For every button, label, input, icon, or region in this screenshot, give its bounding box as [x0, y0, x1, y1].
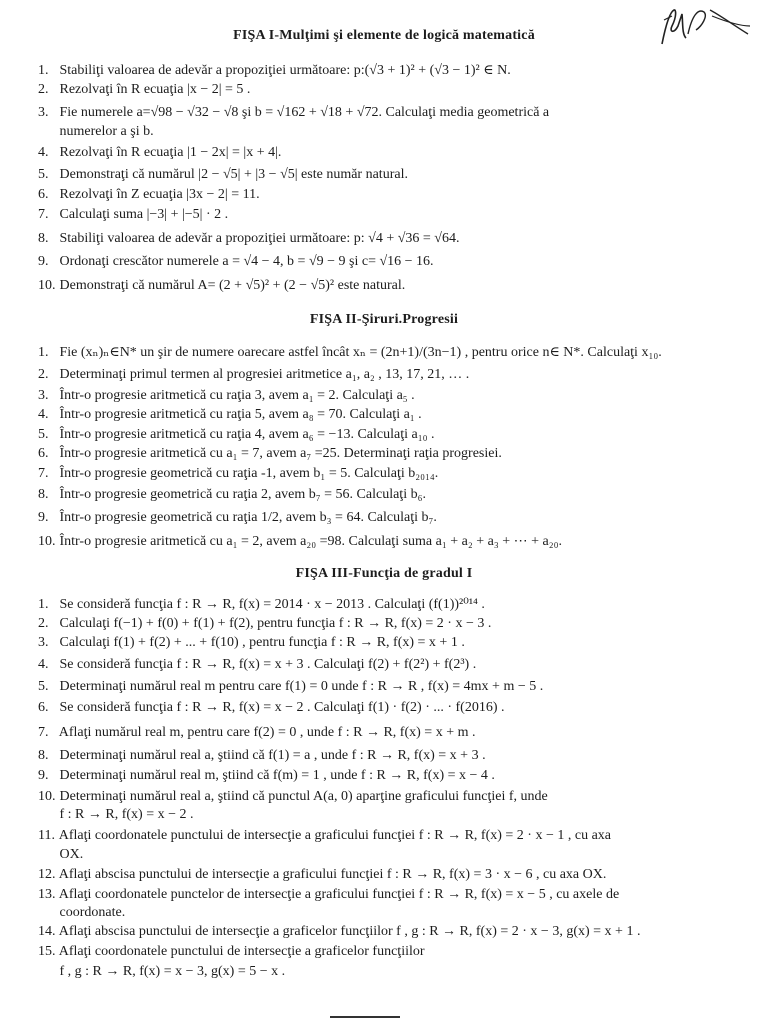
item-text: Într-o progresie geometrică cu raţia -1, avem b₁ = 5. Calculaţi b₂₀₁₄.: [59, 466, 439, 481]
list-item: [38, 511, 728, 525]
list-item: [38, 279, 728, 293]
item-text: f : R → R, f(x) = x − 2 .: [59, 807, 194, 822]
item-number: 12.: [38, 867, 56, 882]
item-text: Determinaţi numărul real m pentru care f(1) = 0 unde f : R → R , f(x) = 4mx + m − 5 .: [59, 679, 544, 694]
item-number: 2.: [38, 616, 49, 631]
item-number: 1.: [38, 345, 49, 360]
item-number: 5.: [38, 427, 49, 442]
item-text: Demonstraţi că numărul A= (2 + √5)² + (2 − √5)² este natural.: [59, 278, 406, 293]
list-item: [38, 83, 728, 97]
list-item: [38, 945, 728, 959]
list-item: [38, 598, 728, 612]
item-text: Determinaţi numărul real m, ştiind că f(m) = 1 , unde f : R → R, f(x) = x − 4 .: [59, 768, 495, 783]
item-text: Calculaţi f(−1) + f(0) + f(1) + f(2), pentru funcţia f : R → R, f(x) = 2 · x − 3 .: [59, 616, 492, 631]
list-item: [38, 636, 728, 650]
list-item: [38, 64, 728, 78]
list-item: [38, 208, 728, 222]
item-text: Într-o progresie aritmetică cu a₁ = 7, avem a₇ =25. Determinaţi raţia progresiei.: [59, 446, 502, 461]
list-item: [38, 617, 728, 631]
list-item: [38, 888, 728, 902]
item-text: Rezolvaţi în Z ecuaţia |3x − 2| = 11.: [59, 187, 260, 202]
list-item: [38, 447, 728, 461]
list-item: [38, 790, 728, 804]
list-item: [38, 726, 728, 740]
item-number: 5.: [38, 679, 49, 694]
item-number: 3.: [38, 105, 49, 120]
bottom-divider: [330, 1016, 400, 1018]
section-title-1: FIŞA I-Mulţimi şi elemente de logică matematică: [233, 28, 535, 43]
list-item: [38, 701, 728, 715]
item-number: 3.: [38, 388, 49, 403]
item-text: Demonstraţi că numărul |2 − √5| + |3 − √5| este număr natural.: [59, 167, 408, 182]
item-text: Determinaţi numărul real a, ştiind că f(1) = a , unde f : R → R, f(x) = x + 3 .: [59, 748, 486, 763]
item-text: Se consideră funcţia f : R → R, f(x) = x − 2 . Calculaţi f(1) · f(2) · ... · f(2016) .: [59, 700, 505, 715]
item-number: 1.: [38, 63, 49, 78]
item-text: Aflaţi coordonatele punctului de intersecţie a graficelor funcţiilor: [58, 944, 425, 959]
list-item: [38, 488, 728, 502]
item-number: 11.: [38, 828, 55, 843]
list-item: [38, 232, 728, 246]
item-number: 5.: [38, 167, 49, 182]
item-text: Aflaţi abscisa punctului de intersecţie a graficului funcţiei f : R → R, f(x) = 3 · x − 6 , cu axa OX.: [58, 867, 607, 882]
list-item: [38, 925, 728, 939]
item-text: Stabiliţi valoarea de adevăr a propoziţiei următoare: p: √4 + √36 = √64.: [59, 231, 460, 246]
item-text: Aflaţi numărul real m, pentru care f(2) = 0 , unde f : R → R, f(x) = x + m .: [58, 725, 476, 740]
item-text: Rezolvaţi în R ecuaţia |x − 2| = 5 .: [59, 82, 251, 97]
list-item: [38, 188, 728, 202]
list-item: [38, 658, 728, 672]
item-number: 14.: [38, 924, 56, 939]
section-title-3: FIŞA III-Funcţia de gradul I: [295, 566, 473, 581]
item-number: 15.: [38, 944, 56, 959]
list-item: [38, 808, 728, 822]
item-number: 2.: [38, 367, 49, 382]
item-text: Aflaţi coordonatele punctelor de intersecţie a graficului funcţiei f : R → R, f(x) = x − 5 , cu axele de: [58, 887, 620, 902]
list-item: [38, 848, 728, 862]
item-text: Rezolvaţi în R ecuaţia |1 − 2x| = |x + 4|.: [59, 145, 282, 160]
list-item: [38, 467, 728, 481]
list-item: [38, 906, 728, 920]
list-item: [38, 428, 728, 442]
item-text: Stabiliţi valoarea de adevăr a propoziţiei următoare: p:(√3 + 1)² + (√3 − 1)² ∈ N.: [59, 63, 511, 78]
item-number: 9.: [38, 254, 49, 269]
item-number: 8.: [38, 748, 49, 763]
item-number: 9.: [38, 510, 49, 525]
list-item: [38, 769, 728, 783]
item-number: 1.: [38, 597, 49, 612]
item-number: 7.: [38, 207, 49, 222]
list-item: [38, 106, 728, 120]
item-number: 10.: [38, 534, 56, 549]
item-text: Într-o progresie aritmetică cu raţia 3, avem a₁ = 2. Calculaţi a₅ .: [59, 388, 415, 403]
item-text: Aflaţi coordonatele punctului de intersecţie a graficului funcţiei f : R → R, f(x) = 2 · x − 1 , cu axa: [58, 828, 612, 843]
list-item: [38, 368, 728, 382]
item-text: Determinaţi primul termen al progresiei aritmetice a₁, a₂ , 13, 17, 21, … .: [59, 367, 470, 382]
item-number: 9.: [38, 768, 49, 783]
item-number: 10.: [38, 278, 56, 293]
item-text: Se consideră funcţia f : R → R, f(x) = x + 3 . Calculaţi f(2) + f(2²) + f(2³) .: [59, 657, 477, 672]
list-item: [38, 389, 728, 403]
item-text: Într-o progresie geometrică cu raţia 2, avem b₇ = 56. Calculaţi b₆.: [59, 487, 426, 502]
item-text: Într-o progresie aritmetică cu raţia 4, avem a₆ = −13. Calculaţi a₁₀ .: [59, 427, 435, 442]
item-number: 7.: [38, 466, 49, 481]
list-item: [38, 255, 728, 269]
item-text: Fie numerele a=√98 − √32 − √8 şi b = √162 + √18 + √72. Calculaţi media geometrică a: [59, 105, 550, 120]
item-number: 2.: [38, 82, 49, 97]
list-item: [38, 965, 728, 979]
list-item: [38, 535, 728, 549]
item-text: Fie (xₙ)ₙ∈N* un şir de numere oarecare astfel încât xₙ = (2n+1)/(3n−1) , pentru orice n∈ N*. Calculaţi x₁₀.: [59, 345, 662, 360]
item-number: 6.: [38, 700, 49, 715]
item-text: OX.: [59, 847, 84, 862]
item-number: 4.: [38, 407, 49, 422]
item-text: Determinaţi numărul real a, ştiind că punctul A(a, 0) aparţine graficului funcţiei f, unde: [59, 789, 548, 804]
item-text: numerelor a şi b.: [59, 124, 154, 139]
item-text: Calculaţi suma |−3| + |−5| · 2 .: [59, 207, 229, 222]
item-number: 3.: [38, 635, 49, 650]
item-text: Într-o progresie aritmetică cu raţia 5, avem a₈ = 70. Calculaţi a₁ .: [59, 407, 422, 422]
item-number: 10.: [38, 789, 56, 804]
list-item: [38, 680, 728, 694]
item-text: Ordonaţi crescător numerele a = √4 − 4, b = √9 − 9 şi c= √16 − 16.: [59, 254, 434, 269]
item-number: 4.: [38, 145, 49, 160]
item-text: Calculaţi f(1) + f(2) + ... + f(10) , pentru funcţia f : R → R, f(x) = x + 1 .: [59, 635, 465, 650]
item-number: 13.: [38, 887, 56, 902]
item-number: 6.: [38, 187, 49, 202]
list-item: [38, 408, 728, 422]
item-number: 6.: [38, 446, 49, 461]
item-number: 4.: [38, 657, 49, 672]
list-item: [38, 125, 728, 139]
item-number: 8.: [38, 487, 49, 502]
item-number: 8.: [38, 231, 49, 246]
list-item: [38, 749, 728, 763]
list-item: [38, 829, 728, 843]
list-item: [38, 346, 728, 360]
list-item: [38, 168, 728, 182]
item-text: coordonate.: [59, 905, 126, 920]
section-title-2: FIŞA II-Şiruri.Progresii: [309, 312, 459, 327]
item-text: f , g : R → R, f(x) = x − 3, g(x) = 5 − x .: [59, 964, 286, 979]
item-text: Într-o progresie aritmetică cu a₁ = 2, avem a₂₀ =98. Calculaţi suma a₁ + a₂ + a₃ + ⋯ + a₂₀.: [59, 534, 562, 549]
list-item: [38, 146, 728, 160]
item-text: Se consideră funcţia f : R → R, f(x) = 2014 · x − 2013 . Calculaţi (f(1))²⁰¹⁴ .: [59, 597, 485, 612]
item-number: 7.: [38, 725, 49, 740]
item-text: Aflaţi abscisa punctului de intersecţie a graficelor funcţiilor f , g : R → R, f(x) = 2 · x − 3, g(x) = x + 1 .: [58, 924, 641, 939]
list-item: [38, 868, 728, 882]
item-text: Într-o progresie geometrică cu raţia 1/2, avem b₃ = 64. Calculaţi b₇.: [59, 510, 437, 525]
